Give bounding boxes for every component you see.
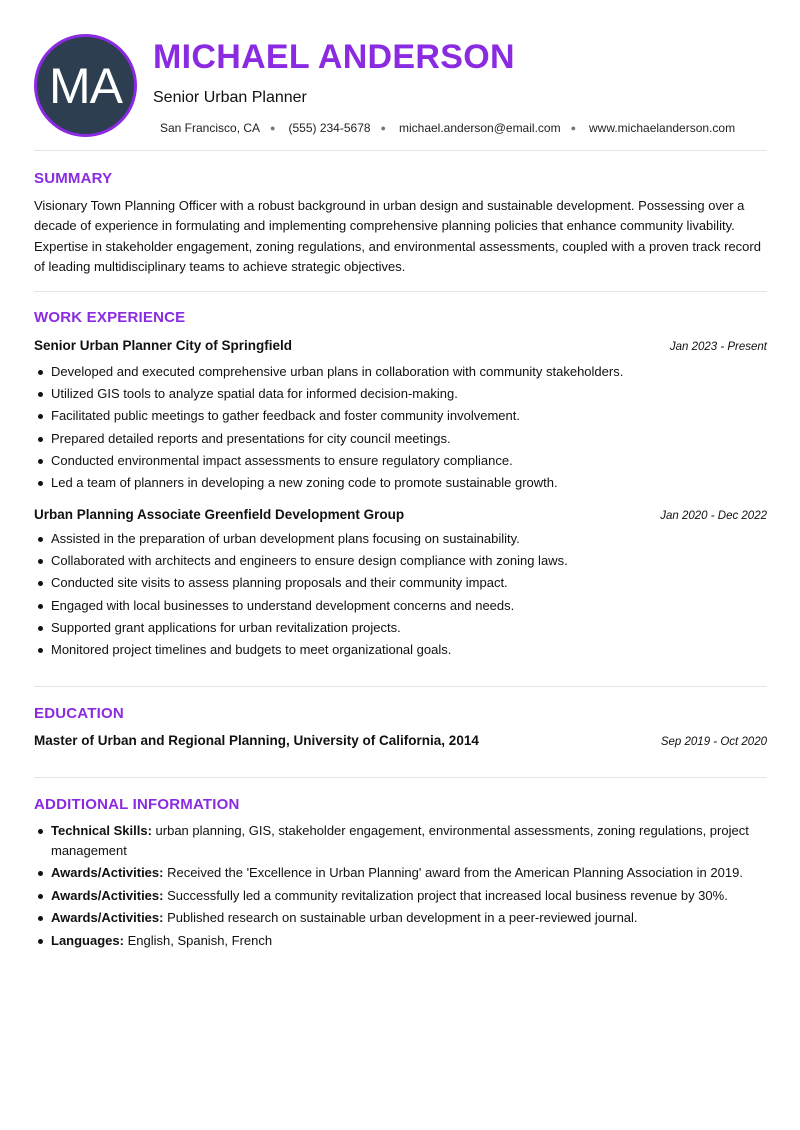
job-header: [34, 507, 767, 522]
education-degree: Master of Urban and Regional Planning, University of California, 2014: [34, 733, 479, 748]
list-item: Monitored project timelines and budgets to meet organizational goals.: [34, 639, 774, 661]
contact-email[interactable]: michael.anderson@email.com: [398, 121, 561, 135]
avatar: [34, 34, 137, 137]
contact-website[interactable]: www.michaelanderson.com: [589, 121, 736, 135]
job-dates: Jan 2023 - Present: [669, 341, 767, 353]
list-item: [34, 821, 774, 860]
bullet-separator-icon: ●: [270, 123, 276, 133]
additional-info-list: [34, 821, 774, 953]
job-dates: Jan 2020 - Dec 2022: [660, 510, 767, 522]
list-item: Engaged with local businesses to understand development concerns and needs.: [34, 595, 774, 617]
avatar-initials: MA: [49, 57, 122, 114]
list-item: Facilitated public meetings to gather feedback and foster community involvement.: [34, 405, 774, 427]
resume-header: [0, 0, 800, 150]
job-bullet-list: [34, 528, 774, 661]
education-entry: [34, 733, 767, 748]
contact-phone: (555) 234-5678: [288, 121, 371, 135]
list-item: Led a team of planners in developing a new zoning code to promote sustainable growth.: [34, 472, 774, 494]
item-label: Awards/Activities:: [51, 865, 164, 880]
list-item: Developed and executed comprehensive urban plans in collaboration with community stakeholders.: [34, 361, 774, 383]
section-divider: [34, 291, 767, 292]
candidate-title: Senior Urban Planner: [153, 89, 307, 106]
job-title: Senior Urban Planner City of Springfield: [34, 338, 293, 353]
section-divider: [34, 686, 767, 687]
section-divider: [34, 777, 767, 778]
item-label: Languages:: [51, 932, 124, 948]
list-item: Assisted in the preparation of urban development plans focusing on sustainability.: [34, 528, 774, 550]
job-bullet-list: [34, 361, 774, 494]
contact-location: San Francisco, CA: [160, 121, 261, 135]
list-item: Conducted site visits to assess planning proposals and their community impact.: [34, 572, 774, 594]
bullet-separator-icon: ●: [570, 123, 577, 133]
item-text: Published research on sustainable urban development in a peer-reviewed journal.: [163, 910, 638, 925]
candidate-name: MICHAEL ANDERSON: [153, 38, 515, 76]
list-item: Conducted environmental impact assessments to ensure regulatory compliance.: [34, 450, 774, 472]
summary-heading: SUMMARY: [34, 170, 113, 187]
bullet-separator-icon: ●: [380, 123, 386, 133]
job-header: [34, 338, 767, 353]
item-text: urban planning, GIS, stakeholder engagement, environmental assessments, zoning regulations, project management: [51, 823, 749, 858]
list-item: [34, 931, 774, 951]
job-title: Urban Planning Associate Greenfield Development Group: [34, 507, 405, 522]
list-item: Supported grant applications for urban revitalization projects.: [34, 617, 774, 639]
list-item: Prepared detailed reports and presentations for city council meetings.: [34, 428, 774, 450]
section-divider: [34, 150, 767, 151]
list-item: [34, 886, 774, 906]
item-text: Successfully led a community revitalization project that increased local business revenue by 30%.: [163, 887, 728, 903]
list-item: [34, 863, 774, 883]
education-dates: Sep 2019 - Oct 2020: [660, 736, 767, 748]
summary-text: Visionary Town Planning Officer with a robust background in urban design and sustainable development. Possessing over a decade of experience in formulating and implementing comprehensive planning policies that enhance community livability. Expertise in stakeholder engagement, zoning regulations, and environmental assessments, coupled with a proven track record of leading multidisciplinary teams to achieve strategic objectives.: [34, 198, 761, 274]
item-label: Awards/Activities:: [51, 910, 164, 925]
item-text: English, Spanish, French: [123, 932, 273, 948]
list-item: Utilized GIS tools to analyze spatial data for informed decision-making.: [34, 383, 774, 405]
item-text: Received the 'Excellence in Urban Planning' award from the American Planning Association in 2019.: [163, 865, 743, 880]
additional-info-heading: ADDITIONAL INFORMATION: [34, 796, 240, 813]
education-heading: EDUCATION: [34, 705, 124, 722]
work-experience-heading: WORK EXPERIENCE: [34, 309, 186, 326]
list-item: [34, 908, 774, 928]
item-label: Technical Skills:: [51, 823, 152, 838]
contact-bar: [160, 121, 735, 135]
list-item: Collaborated with architects and engineers to ensure design compliance with zoning laws.: [34, 550, 774, 572]
item-label: Awards/Activities:: [51, 887, 164, 903]
